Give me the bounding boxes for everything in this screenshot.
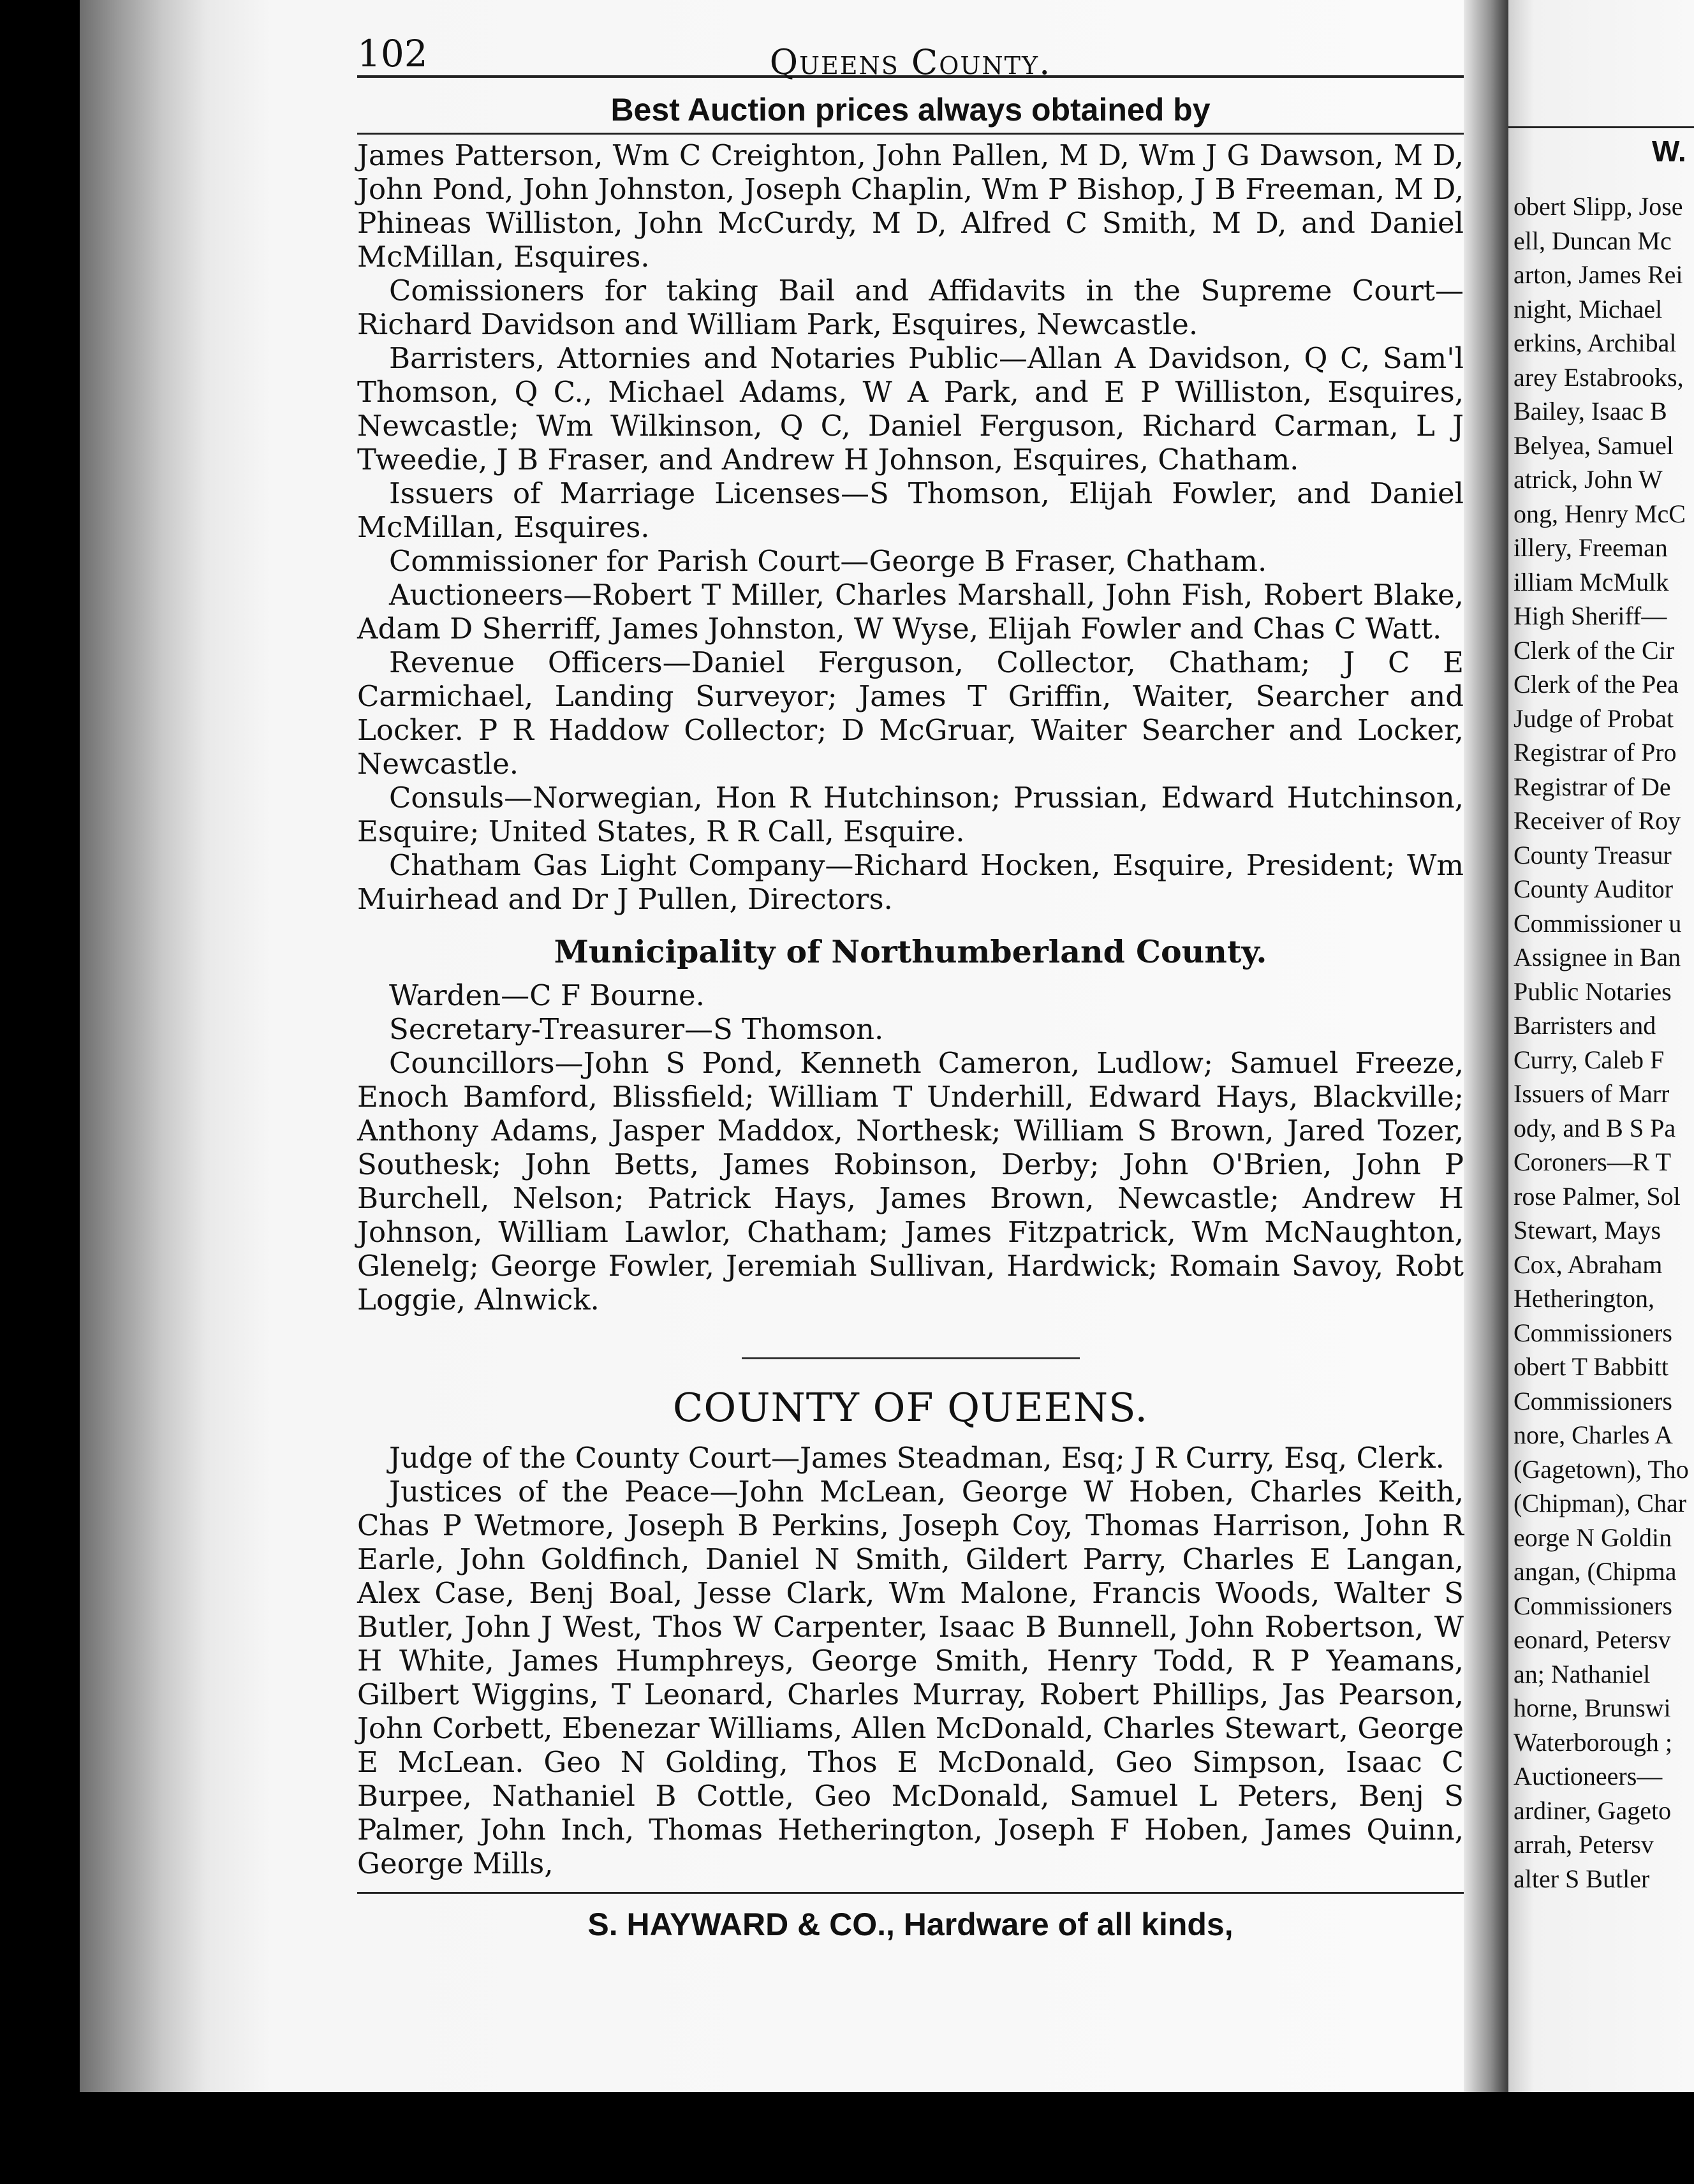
right-page-line: arton, James Rei <box>1514 260 1683 289</box>
right-page-line: rose Palmer, Sol <box>1514 1181 1681 1211</box>
right-page-line: County Auditor <box>1514 874 1674 903</box>
listing-paragraph: Revenue Officers—Daniel Ferguson, Collector, Chatham; J C E Carmichael, Landing Surveyor; James T Griffin, Waiter, Searcher and Locker. P R Haddow Collector; D McGruar, Waiter Searcher and Locker, Newcastle. <box>357 646 1464 781</box>
county-heading: COUNTY OF QUEENS. <box>672 1384 1149 1431</box>
right-page-line: High Sheriff— <box>1514 601 1667 630</box>
section-divider <box>742 1357 1080 1359</box>
right-page-line: illiam McMulk <box>1514 567 1669 596</box>
right-page-line: ong, Henry McC <box>1514 499 1686 528</box>
right-page-line: erkins, Archibal <box>1514 328 1677 357</box>
right-page-line: County Treasur <box>1514 840 1672 869</box>
right-page-line: Hetherington, <box>1514 1284 1655 1313</box>
municipality-heading: Municipality of Northumberland County. <box>554 933 1267 970</box>
listing-paragraph: Warden—C F Bourne. <box>389 978 705 1012</box>
right-page-line: eorge N Goldin <box>1514 1523 1672 1552</box>
listing-paragraph: Councillors—John S Pond, Kenneth Cameron, Ludlow; Samuel Freeze, Enoch Bamford, Blissfield; William T Underhill, Edward Hays, Blackville; Anthony Adams, Jasper Maddox, Northesk; William S Brown, Jared Tozer, Southesk; John Betts, James Robinson, Derby; John O'Brien, John P Burchell, Nelson; Patrick Hays, James Brown, Newcastle; Andrew H Johnson, William Lawlor, Chatham; James Fitzpatrick, Wm McNaughton, Glenelg; George Fowler, Jeremiah Sullivan, Hardwick; Romain Savoy, Robt Loggie, Alnwick. <box>357 1046 1464 1317</box>
right-page-line: angan, (Chipma <box>1514 1557 1677 1586</box>
right-page-line: Coroners—R T <box>1514 1147 1672 1176</box>
right-page-line: ody, and B S Pa <box>1514 1113 1676 1142</box>
right-page-line: Receiver of Roy <box>1514 806 1681 835</box>
listing-paragraph: Comissioners for taking Bail and Affidavits in the Supreme Court—Richard Davidson and William Park, Esquires, Newcastle. <box>357 274 1464 341</box>
listing-paragraph: Judge of the County Court—James Steadman, Esq; J R Curry, Esq, Clerk. <box>389 1441 1445 1475</box>
right-page-line: Registrar of Pro <box>1514 738 1677 767</box>
right-page-line: Stewart, Mays <box>1514 1216 1661 1244</box>
scan-border-bottom <box>0 2092 1694 2184</box>
listing-paragraph: Barristers, Attornies and Notaries Public—Allan A Davidson, Q C, Sam'l Thomson, Q C., Michael Adams, W A Park, and E P Williston, Esquires, Newcastle; Wm Wilkinson, Q C, Daniel Ferguson, Richard Carman, L J Tweedie, J B Fraser, and Andrew H Johnson, Esquires, Chatham. <box>357 341 1464 476</box>
right-page-line: Barristers and <box>1514 1011 1656 1040</box>
listing-paragraph: Issuers of Marriage Licenses—S Thomson, Elijah Fowler, and Daniel McMillan, Esquires. <box>357 476 1464 544</box>
listing-paragraph: Chatham Gas Light Company—Richard Hocken, Esquire, President; Wm Muirhead and Dr J Pullen, Directors. <box>357 848 1464 916</box>
right-page-line: ardiner, Gageto <box>1514 1796 1672 1825</box>
left-page-content <box>357 18 1464 1944</box>
right-page-line: Public Notaries <box>1514 977 1672 1006</box>
right-page-line: Commissioners <box>1514 1591 1672 1620</box>
right-page-line: Registrar of De <box>1514 772 1671 801</box>
right-page-line: Commissioner u <box>1514 908 1682 938</box>
right-page-line: (Gagetown), Tho <box>1514 1454 1689 1484</box>
right-page-line: Bailey, Isaac B <box>1514 397 1667 425</box>
running-title: Queens County. <box>769 42 1052 82</box>
right-page-line: Commissioners <box>1514 1318 1672 1347</box>
right-page-line: Clerk of the Pea <box>1514 670 1679 698</box>
right-page-line: Curry, Caleb F <box>1514 1045 1665 1074</box>
advertisement-footer: S. HAYWARD & CO., Hardware of all kinds, <box>357 1892 1464 1944</box>
right-page-line: (Chipman), Char <box>1514 1489 1687 1517</box>
right-page-header-fragment: W. <box>1652 135 1686 168</box>
page-number: 102 <box>357 32 428 75</box>
right-page-line: nore, Charles A <box>1514 1420 1673 1449</box>
right-page-line: obert Slipp, Jose <box>1514 192 1683 221</box>
right-page-line: atrick, John W <box>1514 465 1663 494</box>
right-page-line: horne, Brunswi <box>1514 1693 1671 1722</box>
book-gutter <box>1464 0 1508 2184</box>
right-page-line: night, Michael <box>1514 294 1663 323</box>
right-page-line: eonard, Petersv <box>1514 1625 1671 1654</box>
listing-paragraph: James Patterson, Wm C Creighton, John Pallen, M D, Wm J G Dawson, M D, John Pond, John Johnston, Joseph Chaplin, Wm P Bishop, J B Freeman, M D, Phineas Williston, John McCurdy, M D, Alfred C Smith, M D, and Daniel McMillan, Esquires. <box>357 138 1464 274</box>
directory-listings <box>357 138 1464 916</box>
right-page-line: Belyea, Samuel <box>1514 431 1674 460</box>
right-page-line: an; Nathaniel <box>1514 1659 1651 1688</box>
running-head <box>357 18 1464 82</box>
right-page-line: Assignee in Ban <box>1514 943 1681 971</box>
right-page-line: Cox, Abraham <box>1514 1250 1663 1279</box>
municipality-listings <box>357 978 1464 1317</box>
right-page-line: arrah, Petersv <box>1514 1830 1654 1859</box>
advertisement-header: Best Auction prices always obtained by <box>357 89 1464 135</box>
right-page-line: Waterborough ; <box>1514 1727 1672 1757</box>
right-page-line: Issuers of Marr <box>1514 1079 1670 1108</box>
county-listings <box>357 1441 1464 1880</box>
listing-paragraph: Consuls—Norwegian, Hon R Hutchinson; Prussian, Edward Hutchinson, Esquire; United States, R R Call, Esquire. <box>357 781 1464 848</box>
listing-paragraph: Secretary-Treasurer—S Thomson. <box>389 1012 884 1046</box>
listing-paragraph: Justices of the Peace—John McLean, George W Hoben, Charles Keith, Chas P Wetmore, Joseph B Perkins, Joseph Coy, Thomas Harrison, John R Earle, John Goldfinch, Daniel N Smith, Gildert Parry, Charles E Langan, Alex Case, Benj Boal, Jesse Clark, Wm Malone, Francis Woods, Walter S Butler, John J West, Thos W Carpenter, Isaac B Bunnell, John Robertson, W H White, James Humphreys, George Smith, Henry Todd, R P Yeamans, Gilbert Wiggins, T Leonard, Charles Murray, Robert Phillips, Jas Pearson, John Corbett, Ebenezar Williams, Allen McDonald, Charles Stewart, George E McLean. Geo N Golding, Thos E McDonald, Geo Simpson, Isaac C Burpee, Nathaniel B Cottle, Geo McDonald, Samuel L Peters, Benj S Palmer, John Inch, Thomas Hetherington, Joseph F Hoben, James Quinn, George Mills, <box>357 1475 1464 1880</box>
listing-paragraph: Auctioneers—Robert T Miller, Charles Marshall, John Fish, Robert Blake, Adam D Sherriff, James Johnston, W Wyse, Elijah Fowler and Chas C Watt. <box>357 578 1464 646</box>
right-page-line: obert T Babbitt <box>1514 1352 1668 1381</box>
right-page-line: Auctioneers— <box>1514 1762 1663 1790</box>
right-page-line: arey Estabrooks, <box>1514 362 1684 392</box>
right-page-line: Commissioners <box>1514 1386 1672 1415</box>
right-page-line: illery, Freeman <box>1514 533 1668 562</box>
right-page-line: alter S Butler <box>1514 1864 1650 1893</box>
right-page-rule <box>1508 126 1694 128</box>
right-page <box>1508 0 1694 2184</box>
right-page-line: Judge of Probat <box>1514 704 1674 733</box>
right-page-line: Clerk of the Cir <box>1514 635 1675 665</box>
listing-paragraph: Commissioner for Parish Court—George B Fraser, Chatham. <box>389 544 1267 578</box>
right-page-line: ell, Duncan Mc <box>1514 226 1672 255</box>
